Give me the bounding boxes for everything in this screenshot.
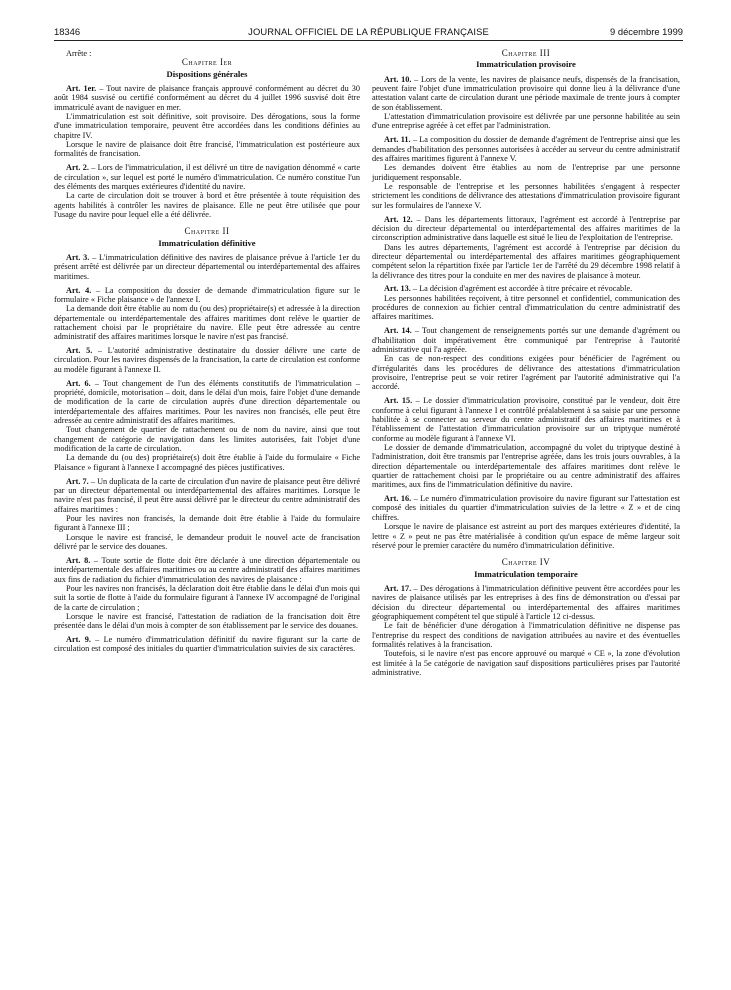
article-heading: Art. 6. [66, 378, 91, 388]
article-heading: Art. 15. [384, 396, 413, 406]
paragraph: Toutefois, si le navire n'est pas encore approuvé ou marqué « CE », la zone d'évolution est limitée à la 5e catégorie de navigation sauf dispositions particulières prises par l'autorité administrative. [372, 649, 680, 677]
article-16: Art. 16. – Le numéro d'immatriculation provisoire du navire figurant sur l'attestation est composé des initiales du quartier d'immatriculation suivies de la lettre « Z » et de cinq chiffres. [372, 494, 680, 522]
article-heading: Art. 2. [66, 163, 89, 173]
paragraph: Le responsable de l'entreprise et les personnes habilitées s'engagent à respecter strictement les conditions de délivrance des attestations d'immatriculation provisoire figurant sur les formulaires de l'annexe V. [372, 181, 680, 210]
article-11: Art. 11. – La composition du dossier de demande d'agrément de l'entreprise ainsi que les demandes d'habilitation des personnes autorisées à accéder au serveur du centre administratif des affaires maritimes figurent à l'annexe V. [372, 135, 680, 163]
article-8: Art. 8. – Toute sortie de flotte doit être déclarée à une direction départementale ou interdépartementale des affaires maritimes ou au centre administratif des affaires maritimes aux fins de radiation du fichier d'immatriculation des navires de plaisance : [54, 555, 360, 584]
article-heading: Art. 14. [384, 326, 412, 336]
article-12: Art. 12. – Dans les départements littoraux, l'agrément est accordé à l'entreprise par décision du directeur départemental ou interdépartemental des affaires maritimes de la circonscription administrative dans laquelle est situé le lieu de l'exploitation de l'entreprise. [372, 214, 680, 243]
article-heading: Art. 11. [384, 135, 411, 145]
chapter-2-title: Immatriculation définitive [158, 237, 256, 248]
paragraph: En cas de non-respect des conditions exigées pour bénéficier de l'agrément ou d'irrégularités dans les procédures de délivrance des attestations d'immatriculation provisoire, l'entreprise peut se voir retirer l'agrément par l'autorité administrative qui l'a accordé. [372, 354, 680, 392]
article-heading: Art. 7. [66, 476, 89, 486]
article-heading: Art. 16. [384, 494, 412, 504]
paragraph: La carte de circulation doit se trouver à bord et être présentée à toute réquisition des agents habilités à contrôler les navires de plaisance. Elle ne peut être utilisée que pour l'usage du navire pour lequel elle a été délivrée. [54, 191, 360, 219]
article-4: Art. 4. – La composition du dossier de demande d'immatriculation figure sur le formulaire « Fiche plaisance » de l'annexe I. [54, 285, 360, 304]
article-3: Art. 3. – L'immatriculation définitive des navires de plaisance prévue à l'article 1er du présent arrêté est délivrée par un directeur départemental ou interdépartemental des affaires maritimes. [54, 253, 360, 281]
article-2: Art. 2. – Lors de l'immatriculation, il est délivré un titre de navigation dénommé « carte de circulation », sur lequel est porté le numéro d'immatriculation. Ce numéro constitue l'un des éléments des marques extérieures d'identité du navire. [54, 163, 360, 191]
page-number: 18346 [54, 26, 81, 37]
paragraph: Pour les navires non francisés, la déclaration doit être établie dans le délai d'un mois qui suit la sortie de flotte à l'aide du formulaire figurant à l'annexe IV accompagné de l'original de la carte de circulation ; [54, 583, 360, 612]
article-10: Art. 10. – Lors de la vente, les navires de plaisance neufs, dispensés de la francisation, peuvent faire l'objet d'une immatriculation provisoire qui donne lieu à la délivrance d'une attestation valant carte de circulation durant une période maximale de trente jours à compter de son établissement. [372, 74, 680, 112]
paragraph: La demande doit être établie au nom du (ou des) propriétaire(s) et adressée à la direction départementale ou interdépartementale des affaires maritimes dont relève le quartier de rattachement choisi par le propriétaire du navire. Elle peut être adressée au centre administratif des affaires maritimes lorsque le navire n'est pas francisé. [54, 304, 360, 342]
paragraph: Les demandes doivent être établies au nom de l'entreprise par une personne juridiquement responsable. [372, 163, 680, 182]
article-heading: Art. 8. [66, 555, 91, 565]
paragraph: Les personnes habilitées reçoivent, à titre personnel et confidentiel, communication des procédures de connexion au fichier central d'immatriculation du centre administratif des affaires maritimes. [372, 293, 680, 322]
article-15: Art. 15. – Le dossier d'immatriculation provisoire, constitué par le vendeur, doit être conforme à celui figurant à l'annexe I et contrôlé préalablement à sa saisie par une personne habilitée à se connecter au serveur du centre administratif des affaires maritimes et à l'établissement de l'attestation d'immatriculation provisoire sur un triptyque numéroté conforme au modèle figurant à l'annexe VI. [372, 396, 680, 443]
paragraph: La demande du (ou des) propriétaire(s) doit être établie à l'aide du formulaire « Fiche Plaisance » figurant à l'annexe I accompagné des pièces justificatives. [54, 453, 360, 472]
paragraph: Pour les navires non francisés, la demande doit être établie à l'aide du formulaire figurant à l'annexe III ; [54, 513, 360, 533]
journal-title: JOURNAL OFFICIEL DE LA RÉPUBLIQUE FRANÇAISE [248, 26, 489, 37]
chapter-4-label: Chapitre IV [501, 557, 551, 568]
issue-date: 9 décembre 1999 [610, 26, 683, 37]
paragraph: L'attestation d'immatriculation provisoire est délivrée par une personne habilitée au sein d'une entreprise agréée à cet effet par l'administration. [372, 112, 680, 131]
article-heading: Art. 4. [66, 285, 92, 295]
article-heading: Art. 3. [66, 253, 90, 263]
article-13: Art. 13. – La décision d'agrément est accordée à titre précaire et révocable. [384, 284, 633, 294]
article-heading: Art. 12. [384, 214, 413, 224]
chapter-2-label: Chapitre II [184, 226, 230, 237]
article-6: Art. 6. – Tout changement de l'un des éléments constitutifs de l'immatriculation – propriété, domicile, motorisation – doit, dans le délai d'un mois, faire l'objet d'une demande de modification de la carte de circulation auprès d'une direction départementale ou interdépartementale des affaires maritimes. Pour les navires non francisés, elle peut être adressée au centre administratif des affaires maritimes. [54, 378, 360, 426]
paragraph: L'immatriculation est soit définitive, soit provisoire. Des dérogations, sous la forme d'une immatriculation temporaire, peuvent être accordées dans les conditions définies au chapitre IV. [54, 112, 360, 140]
article-17: Art. 17. – Des dérogations à l'immatriculation définitive peuvent être accordées pour les navires de plaisance utilisés par les entreprises à des fins de démonstration ou d'essai par décision du directeur départemental ou interdépartemental des affaires maritimes géographiquement compétent tel que stipulé à l'article 12 ci-dessus. [372, 583, 680, 621]
article-7: Art. 7. – Un duplicata de la carte de circulation d'un navire de plaisance peut être délivré par un directeur départemental ou interdépartemental des affaires maritimes. Lorsque le navire n'est pas francisé, il peut être aussi délivré par le directeur du centre administratif des affaires maritimes : [54, 476, 360, 514]
left-column [54, 49, 360, 654]
chapter-1-label: Chapitre Ier [181, 57, 233, 68]
paragraph: Dans les autres départements, l'agrément est accordé à l'entreprise par décision du directeur départemental ou interdépartemental des affaires maritimes géographiquement compétent selon la répartition fixée par l'article 1er de l'arrêté du 29 décembre 1998 relatif à la délivrance des titres pour la conduite en mer des navires de plaisance à moteur. [372, 242, 680, 280]
article-9: Art. 9. – Le numéro d'immatriculation définitif du navire figurant sur la carte de circulation est composé des initiales du quartier d'immatriculation suivies de six caractères. [54, 635, 360, 654]
article-heading: Art. 17. [384, 583, 412, 593]
paragraph: Le fait de bénéficier d'une dérogation à l'immatriculation définitive ne dispense pas l'entreprise du respect des conditions de navigation attribuées au navire et des éventuelles formalités relatives à la francisation. [372, 621, 680, 649]
article-heading: Art. 1er. [66, 84, 97, 94]
article-14: Art. 14. – Tout changement de renseignements portés sur une demande d'agrément ou d'habilitation doit impérativement être communiqué par l'entreprise à l'autorité administrative qui l'a agréée. [372, 326, 680, 354]
article-heading: Art. 13. [384, 284, 411, 294]
chapter-3-label: Chapitre III [501, 48, 551, 58]
chapter-4-title: Immatriculation temporaire [474, 568, 578, 579]
article-heading: Art. 10. [384, 74, 412, 84]
paragraph: Le dossier de demande d'immatriculation, accompagné du volet du triptyque destiné à l'administration, doit être transmis par l'entreprise agréée, dans les trois jours ouvrables, à la direction départementale ou interdépartementale des affaires maritimes dont relève le quartier de rattachement choisi par le propriétaire ou au centre administratif des affaires maritimes, aux fins de l'immatriculation définitive du navire. [372, 442, 680, 490]
paragraph: Lorsque le navire est francisé, l'attestation de radiation de la francisation doit être présentée dans le délai d'un mois à compter de son établissement par le service des douanes. [54, 611, 360, 631]
article-heading: Art. 5. [66, 346, 93, 356]
paragraph: Lorsque le navire de plaisance est astreint au port des marques extérieures d'identité, la lettre « Z » peut ne pas être matérialisée à condition qu'un espace de même largeur soit réservé pour le premier caractère du numéro d'immatriculation définitive. [372, 522, 680, 550]
paragraph: Lorsque le navire de plaisance doit être francisé, l'immatriculation est postérieure aux formalités de francisation. [54, 140, 360, 159]
article-1: Art. 1er. – Tout navire de plaisance français approuvé conformément au décret du 30 août 1984 susvisé ou certifié conformément au décret du 4 juillet 1996 susvisé doit être immatriculé avant de naviguer en mer. [54, 84, 360, 112]
chapter-1-title: Dispositions générales [166, 68, 248, 79]
header-rule [54, 40, 683, 41]
paragraph: Lorsque le navire est francisé, le demandeur produit le nouvel acte de francisation délivré par le service des douanes. [54, 532, 360, 551]
chapter-3-title: Immatriculation provisoire [476, 59, 576, 70]
arrete-line: Arrête : [66, 49, 92, 58]
article-heading: Art. 9. [66, 635, 91, 645]
right-column [372, 49, 680, 677]
paragraph: Tout changement de quartier de rattachement ou de nom du navire, ainsi que tout changement de catégorie de navigation dans les limites autorisées, fait l'objet d'une modification de la carte de circulation. [54, 425, 360, 454]
article-5: Art. 5. – L'autorité administrative destinataire du dossier délivre une carte de circulation. Pour les navires dispensés de la francisation, la carte de circulation est conforme au modèle figurant à l'annexe II. [54, 346, 360, 374]
